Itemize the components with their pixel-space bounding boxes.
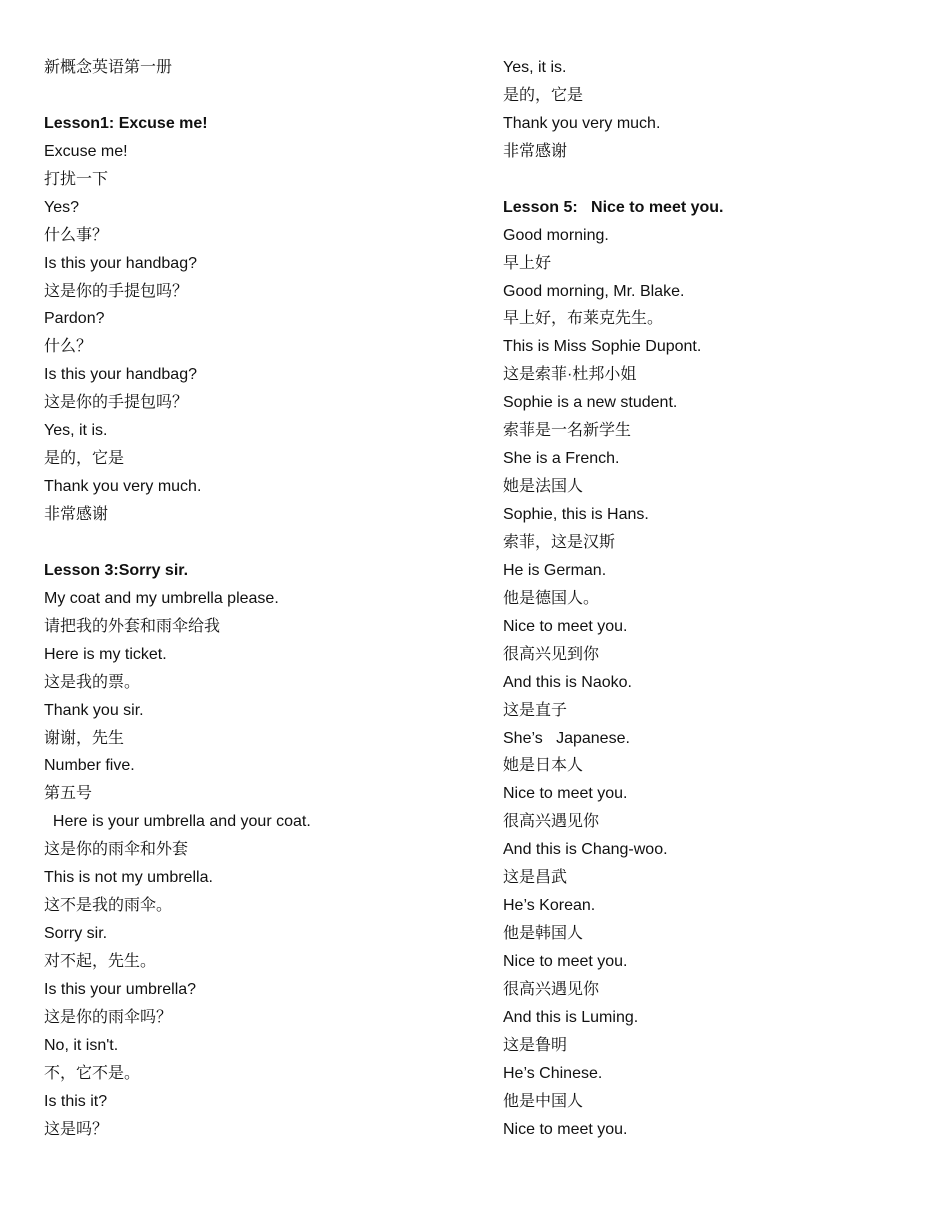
- text-line: Sophie is a new student.: [503, 394, 678, 412]
- text-line: 这是索菲·杜邦小姐: [503, 366, 637, 384]
- text-line: Nice to meet you.: [503, 953, 628, 970]
- text-line: Is this your handbag?: [44, 254, 197, 272]
- text-line: 这是吗？: [44, 1120, 109, 1138]
- text-line: Number five.: [44, 757, 135, 775]
- text-line: 这是你的雨伞和外套: [44, 841, 189, 859]
- text-line: 这是我的票。: [44, 673, 141, 691]
- text-line: My coat and my umbrella please.: [44, 589, 279, 607]
- text-line: This is Miss Sophie Dupont.: [503, 338, 702, 356]
- text-line: Good morning.: [503, 226, 609, 244]
- text-line: Thank you sir.: [44, 701, 144, 719]
- text-line: 第五号: [44, 785, 93, 803]
- text-line: Is this your handbag?: [44, 366, 197, 384]
- text-line: Sophie, this is Hans.: [503, 506, 649, 523]
- text-line: And this is Luming.: [503, 1008, 639, 1026]
- text-line: 索菲，这是汉斯: [503, 533, 616, 551]
- text-line: Thank you very much.: [44, 478, 202, 496]
- text-line: Good morning, Mr. Blake.: [503, 282, 685, 300]
- text-line: Nice to meet you.: [503, 1120, 628, 1138]
- text-line: Pardon?: [44, 310, 105, 328]
- text-line: 她是法国人: [503, 478, 584, 496]
- text-line: 是的，它是: [44, 450, 125, 468]
- text-line: 这不是我的雨伞。: [44, 897, 173, 915]
- text-line: 对不起，先生。: [44, 953, 157, 970]
- text-line: 这是你的雨伞吗？: [44, 1008, 173, 1026]
- text-line: Is this your umbrella?: [44, 980, 197, 998]
- text-line: 很高兴遇见你: [503, 813, 600, 831]
- text-line: 什么事？: [44, 226, 109, 244]
- blank-line: [44, 82, 464, 110]
- text-line: Nice to meet you.: [503, 617, 628, 635]
- text-line: He is German.: [503, 561, 607, 579]
- text-line: No, it isn't.: [44, 1036, 119, 1054]
- text-line: 这是你的手提包吗？: [44, 282, 189, 300]
- text-line: 什么？: [44, 338, 93, 356]
- text-line: He’s Korean.: [503, 897, 596, 915]
- text-line: Thank you very much.: [503, 114, 661, 132]
- blank-line: [44, 529, 464, 557]
- text-line: Yes?: [44, 198, 79, 216]
- text-line: 很高兴见到你: [503, 645, 600, 663]
- text-line: 他是中国人: [503, 1092, 584, 1110]
- blank-line: [503, 166, 923, 194]
- text-line: He’s Chinese.: [503, 1064, 603, 1082]
- text-line: Sorry sir.: [44, 925, 108, 943]
- text-line: 非常感谢: [44, 506, 109, 523]
- text-line: 早上好，布莱克先生。: [503, 310, 664, 328]
- text-line: 很高兴遇见你: [503, 980, 600, 998]
- text-line: And this is Naoko.: [503, 673, 632, 691]
- text-line: 谢谢，先生: [44, 729, 125, 747]
- text-line: 他是德国人。: [503, 589, 600, 607]
- text-line: 这是昌武: [503, 869, 568, 887]
- text-line: 早上好: [503, 254, 552, 272]
- text-line: 这是直子: [503, 701, 568, 719]
- text-line: She’s Japanese.: [503, 729, 630, 747]
- text-line: Excuse me!: [44, 142, 128, 160]
- text-line: And this is Chang-woo.: [503, 841, 668, 859]
- lesson-heading: Lesson 3:Sorry sir.: [44, 561, 189, 579]
- text-line: 他是韩国人: [503, 925, 584, 943]
- text-line: This is not my umbrella.: [44, 869, 213, 887]
- text-line: 不，它不是。: [44, 1064, 141, 1082]
- text-line: 这是鲁明: [503, 1036, 568, 1054]
- lesson-heading: Lesson1: Excuse me!: [44, 114, 208, 132]
- text-line: 非常感谢: [503, 142, 568, 160]
- text-line: 这是你的手提包吗？: [44, 394, 189, 412]
- text-line: Yes, it is.: [503, 59, 567, 76]
- right-column: [503, 54, 923, 1144]
- text-line: Nice to meet you.: [503, 785, 628, 803]
- text-line: Is this it?: [44, 1092, 108, 1110]
- text-line: 她是日本人: [503, 757, 584, 775]
- text-line: Yes, it is.: [44, 422, 108, 440]
- text-line: 索菲是一名新学生: [503, 422, 632, 440]
- lesson-heading: Lesson 5: Nice to meet you.: [503, 198, 724, 216]
- text-line: 新概念英语第一册: [44, 59, 173, 76]
- text-line: 请把我的外套和雨伞给我: [44, 617, 221, 635]
- left-column: [44, 54, 464, 1144]
- text-line: Here is my ticket.: [44, 645, 167, 663]
- text-line: 是的，它是: [503, 86, 584, 104]
- text-line: She is a French.: [503, 450, 620, 468]
- text-line: Here is your umbrella and your coat.: [44, 813, 311, 831]
- text-line: 打扰一下: [44, 170, 109, 188]
